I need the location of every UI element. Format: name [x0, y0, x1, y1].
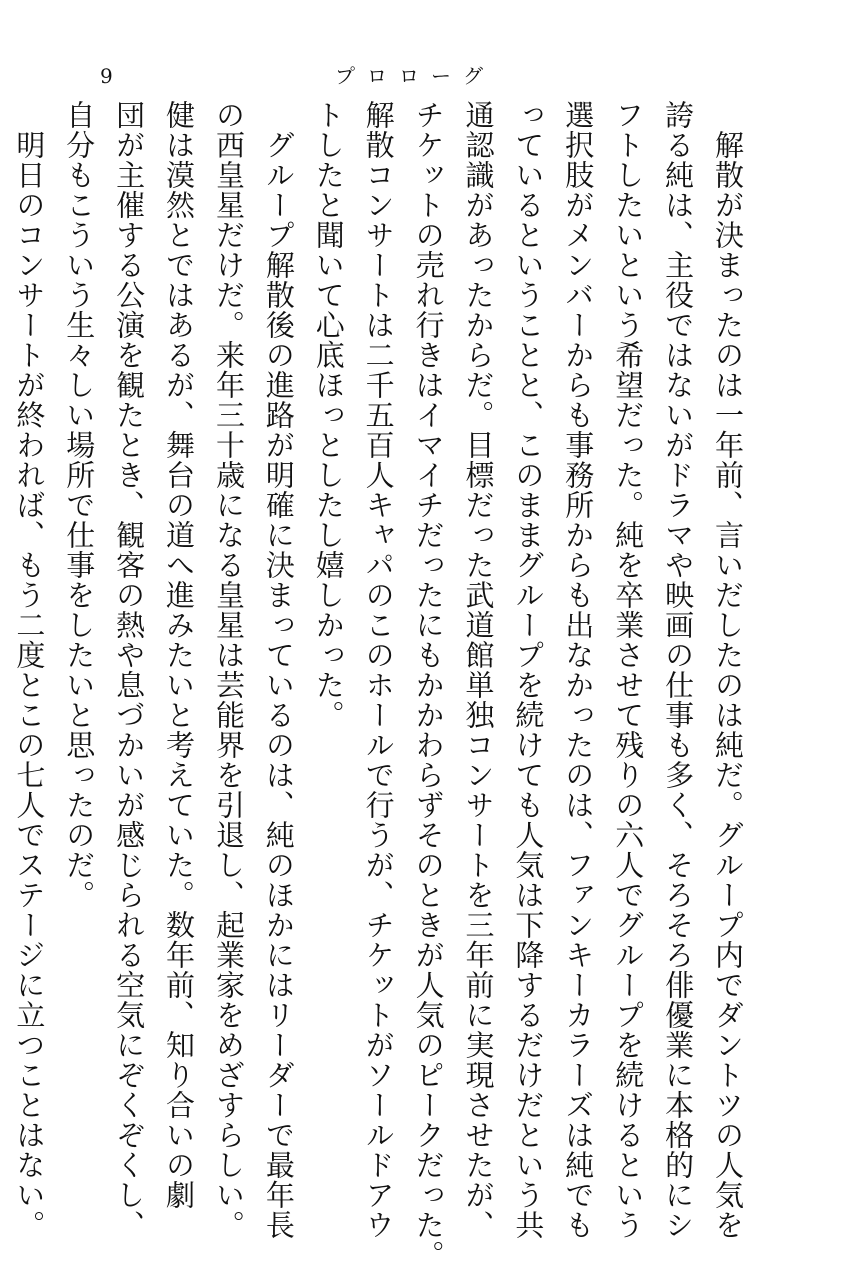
text-column: チケットの売れ行きはイマイチだったにもかかわらずそのときが人気のピークだった。 — [411, 100, 446, 1270]
body-text — [12, 100, 752, 1270]
text-column: っているということと、このままグループを続けても人気は下降するだけだという共 — [511, 100, 546, 1240]
text-column: 団が主催する公演を観たとき、観客の熱や息づかいが感じられる空気にぞくぞくし、 — [112, 100, 147, 1240]
text-column: フトしたいという希望だった。純を卒業させて残りの六人でグループを続けるという — [611, 100, 646, 1240]
text-column: 解散コンサートは二千五百人キャパのこのホールで行うが、チケットがソールドアウ — [361, 100, 396, 1240]
text-column: 誇る純は、主役ではないがドラマや映画の仕事も多く、そろそろ俳優業に本格的にシ — [661, 100, 696, 1240]
text-column: 明日のコンサートが終われば、もう二度とこの七人でステージに立つことはない。 — [12, 100, 47, 1240]
text-column — [0, 100, 3, 1110]
chapter-title: プロローグ — [335, 64, 495, 88]
text-column: の西皇星だけだ。来年三十歳になる皇星は芸能界を引退し、起業家をめざすらしい。 — [211, 100, 246, 1240]
text-column: グループ解散後の進路が明確に決まっているのは、純のほかにはリーダーで最年長 — [261, 100, 296, 1240]
text-column: 健は漠然とではあるが、舞台の道へ進みたいと考えていた。数年前、知り合いの劇 — [162, 100, 197, 1210]
text-column: トしたと聞いて心底ほっとしたし嬉しかった。 — [311, 100, 346, 730]
text-column: 自分もこういう生々しい場所で仕事をしたいと思ったのだ。 — [62, 100, 97, 910]
text-column: 通認識があったからだ。目標だった武道館単独コンサートを三年前に実現させたが、 — [461, 100, 496, 1240]
page-number: 9 — [100, 64, 113, 88]
text-column: 解散が決まったのは一年前、言いだしたのは純だ。グループ内でダントツの人気を — [711, 100, 745, 1240]
text-column: 選択肢がメンバーからも事務所からも出なかったのは、ファンキーカラーズは純でも — [561, 100, 596, 1240]
